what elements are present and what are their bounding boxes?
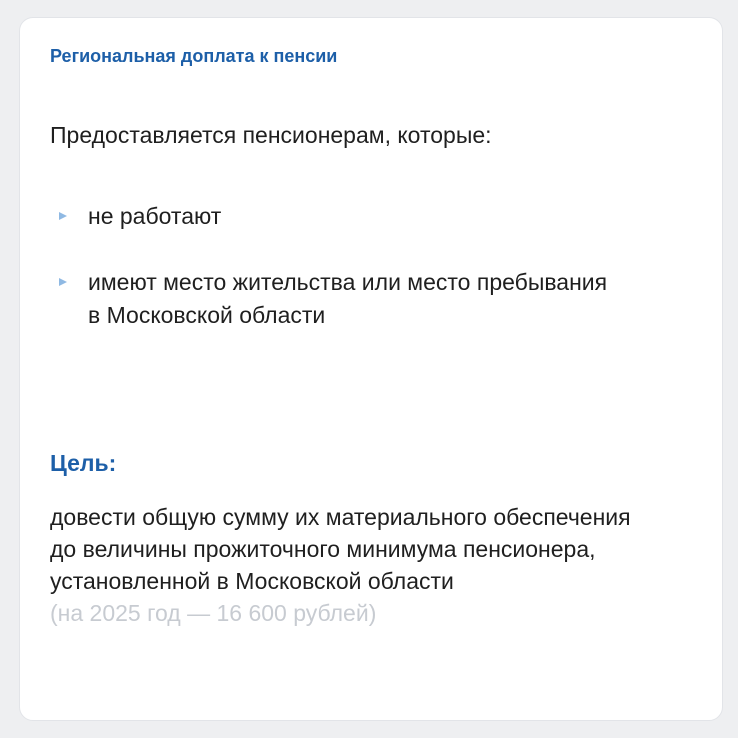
goal-line: довести общую сумму их материального обеспечения: [50, 504, 631, 530]
eligibility-intro: Предоставляется пенсионерам, которые:: [50, 122, 492, 148]
list-item: [50, 266, 690, 332]
goal-line: до величины прожиточного минимума пенсионера,: [50, 536, 596, 562]
goal-line: установленной в Московской области: [50, 568, 454, 594]
list-item-text: в Московской области: [88, 302, 326, 328]
goal-amount-note: (на 2025 год — 16 600 рублей): [50, 600, 377, 626]
goal-description: [50, 501, 700, 629]
card-title: Региональная доплата к пенсии: [50, 46, 338, 66]
list-item-text: имеют место жительства или место пребывания: [88, 269, 608, 295]
list-item-text: не работают: [88, 203, 222, 229]
goal-heading: Цель:: [50, 450, 117, 476]
chevron-right-icon: [59, 212, 67, 220]
pension-info-card: [19, 17, 723, 721]
chevron-right-icon: [59, 278, 67, 286]
list-item: [50, 200, 690, 233]
eligibility-list: [50, 200, 690, 332]
